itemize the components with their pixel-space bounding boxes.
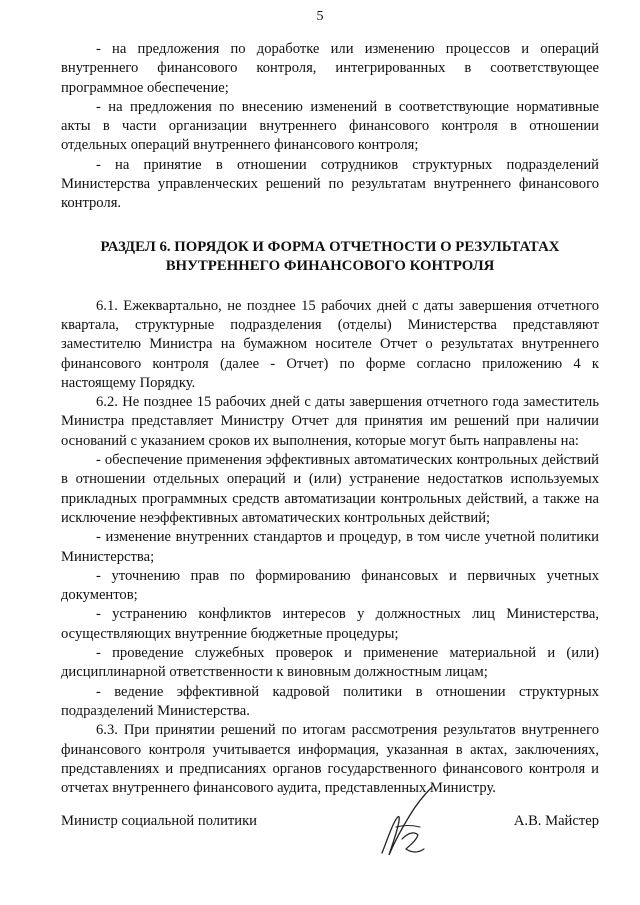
clause-6-2-item-6: - ведение эффективной кадровой политики в отношении структурных подразделений Министерства. — [61, 683, 599, 719]
intro-item-3: - на принятие в отношении сотрудников структурных подразделений Министерства управленческих решений по результатам внутреннего финансового контроля. — [61, 156, 599, 212]
intro-item-1: - на предложения по доработке или изменению процессов и операций внутреннего финансового контроля, интегрированных в соответствующее программное обеспечение; — [61, 41, 599, 96]
document-body — [61, 40, 599, 798]
clause-6-2: 6.2. Не позднее 15 рабочих дней с даты завершения отчетного года заместитель Министра представляет Министру Отчет для принятия им решений при наличии оснований с указанием сроков их выполнения, которые могут быть направлены на: — [61, 394, 599, 449]
clause-6-2-item-3: - уточнению прав по формированию финансовых и первичных учетных документов; — [61, 567, 599, 604]
section-heading-line-1: РАЗДЕЛ 6. ПОРЯДОК И ФОРМА ОТЧЕТНОСТИ О РЕЗУЛЬТАТАХ — [100, 238, 560, 255]
clause-6-2-item-1: - обеспечение применения эффективных автоматических контрольных действий в отношении отдельных операций и (или) устранение недостатков используемых прикладных программных средств автоматизации контрольных действий, а также на исключение неэффективных автоматических контрольных действий; — [61, 452, 599, 526]
intro-item-2: - на предложения по внесению изменений в соответствующие нормативные акты в части организации внутреннего финансового контроля в отношении отдельных операций внутреннего финансового контроля; — [61, 98, 599, 154]
clause-6-1: 6.1. Ежеквартально, не позднее 15 рабочих дней с даты завершения отчетного квартала, структурные подразделения (отделы) Министерства представляют заместителю Министра на бумажном носителе Отчет о результатах внутреннего финансового контроля (далее - Отчет) по форме согласно приложению 4 к настоящему Порядку. — [61, 297, 599, 391]
page-number: 5 — [316, 9, 324, 24]
signatory-name: А.В. Майстер — [513, 813, 599, 829]
clause-6-2-item-5: - проведение служебных проверок и применение материальной и (или) дисциплинарной ответственности к виновным должностным лицам; — [61, 645, 599, 681]
signature-block — [61, 813, 599, 833]
section-heading-line-2: ВНУТРЕННЕГО ФИНАНСОВОГО КОНТРОЛЯ — [165, 258, 495, 275]
section-heading — [61, 238, 599, 277]
clause-6-3: 6.3. При принятии решений по итогам рассмотрения результатов внутреннего финансового контроля учитывается информация, указанная в актах, заключениях, представлениях и предписаниях органов государственного финансового контроля и отчетах внутреннего финансового аудита, представленных Министру. — [61, 722, 599, 797]
signatory-position: Министр социальной политики — [61, 813, 257, 829]
clause-6-2-item-4: - устранению конфликтов интересов у должностных лиц Министерства, осуществляющих внутренние бюджетные процедуры; — [61, 606, 599, 642]
clause-6-2-item-2: - изменение внутренних стандартов и процедур, в том числе учетной политики Министерства; — [61, 529, 599, 565]
